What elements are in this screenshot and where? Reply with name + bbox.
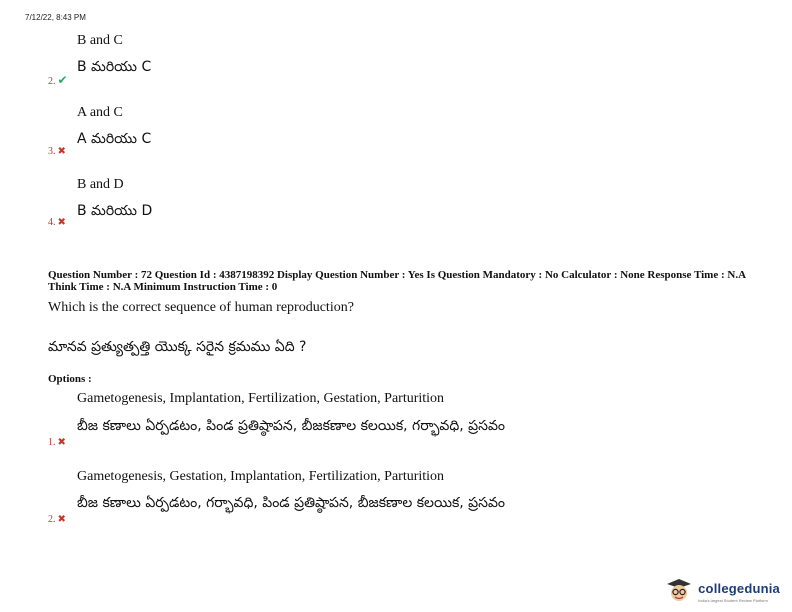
cross-icon: ✖ [57, 217, 66, 228]
option-number-label: 3. [48, 146, 56, 157]
option-number-label: 1. [48, 437, 56, 448]
options-label: Options : [48, 373, 92, 385]
check-icon: ✔ [57, 73, 68, 87]
option-number [48, 217, 66, 228]
option-number [48, 514, 66, 525]
option-number-label: 4. [48, 217, 56, 228]
question-text-te: మానవ ప్రత్యుత్పత్తి యొక్క సరైన క్రమము ఏది ? [48, 339, 307, 355]
option-number-label: 2. [48, 514, 56, 525]
option-text-en: Gametogenesis, Gestation, Implantation, Fertilization, Parturition [77, 469, 445, 484]
brand-name: collegedunia [698, 580, 780, 596]
option-number [48, 146, 66, 157]
cross-icon: ✖ [57, 437, 66, 448]
option-text-en: B and C [77, 33, 123, 48]
option-text-en: B and D [77, 177, 124, 192]
option-number [48, 437, 66, 448]
option-text-en: Gametogenesis, Implantation, Fertilization, Gestation, Parturition [77, 391, 445, 406]
student-mascot-icon [664, 578, 694, 604]
option-text-te: B మరియు D [77, 203, 153, 219]
option-text-en: A and C [77, 105, 123, 120]
option-text-te: బీజ కణాలు ఏర్పడటం, గర్భావధి, పిండ ప్రతిష్ఠాపన, బీజకణాల కలయిక, ప్రసవం [77, 495, 505, 511]
option-text-te: A మరియు C [77, 131, 152, 147]
brand-tagline: India's largest Student Review Platform [698, 597, 768, 603]
option-number [48, 73, 68, 87]
option-text-te: B మరియు C [77, 59, 152, 75]
question-metadata: Question Number : 72 Question Id : 4387198392 Display Question Number : Yes Is Question Mandatory : No Calculator : None Response Time : N.A Think Time : N.A Minimum Instruction Time : 0 [48, 269, 746, 293]
option-text-te: బీజ కణాలు ఏర్పడటం, పిండ ప్రతిష్ఠాపన, బీజకణాల కలయిక, గర్భావధి, ప్రసవం [77, 418, 505, 434]
collegedunia-logo [664, 578, 780, 604]
option-number-label: 2. [48, 76, 56, 87]
logo-text [698, 580, 780, 603]
cross-icon: ✖ [57, 514, 66, 525]
cross-icon: ✖ [57, 146, 66, 157]
question-text-en: Which is the correct sequence of human reproduction? [48, 300, 354, 315]
print-timestamp: 7/12/22, 8:43 PM [25, 13, 86, 22]
